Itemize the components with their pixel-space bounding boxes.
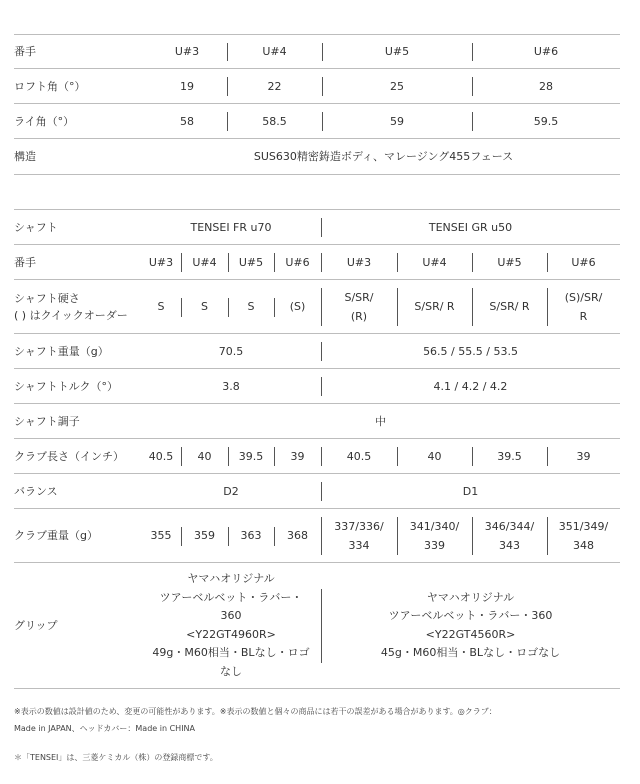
cell-flex [321, 280, 397, 334]
column-divider [472, 43, 473, 61]
column-divider [547, 288, 548, 326]
grip-line: なし [220, 664, 242, 678]
club-weight-line: 337/336/ [334, 519, 384, 533]
cell-number: U#3 [148, 255, 174, 269]
club-weight-line: 341/340/ [409, 519, 460, 533]
column-divider [472, 77, 473, 96]
club-weight-line: 339 [424, 539, 445, 552]
cell-club-weight [397, 509, 472, 563]
cell-number: U#4 [192, 255, 217, 269]
shaft-row-number [14, 244, 620, 280]
shaft-row-weight [14, 333, 620, 369]
shaft-row-club-weight [14, 508, 620, 563]
cell-flex [472, 280, 547, 334]
grip-line: ツアーベルベット・ラバー・ [159, 590, 303, 604]
cell-length: 39 [290, 449, 305, 463]
flex-line: (S) [289, 300, 306, 314]
column-divider [397, 517, 398, 555]
shaft-row-torque [14, 368, 620, 404]
column-divider [472, 517, 473, 555]
spec-row-number [14, 34, 620, 69]
grip-line: 49g・M60相当・BLなし・ロゴ [152, 646, 310, 659]
column-divider [472, 112, 473, 131]
cell-weight-fr: 70.5 [218, 344, 244, 358]
cell-flex [228, 280, 274, 334]
cell-length: 40 [427, 449, 442, 463]
cell-flex [397, 280, 472, 334]
cell-number: U#3 [174, 45, 200, 59]
cell-loft: 25 [390, 79, 404, 93]
spec-row-lie [14, 103, 620, 139]
column-divider [321, 482, 322, 501]
column-divider [181, 447, 182, 466]
club-weight-line: 343 [499, 539, 520, 552]
row-label: シャフト重量（g） [14, 344, 109, 358]
shaft-row-length [14, 438, 620, 474]
shaft-row-grip [14, 562, 620, 689]
column-divider [228, 298, 229, 317]
column-divider [547, 447, 548, 466]
column-divider [321, 447, 322, 466]
column-divider [274, 253, 275, 272]
shaft-row-balance [14, 473, 620, 509]
column-divider [321, 589, 322, 663]
cell-length: 39 [576, 449, 591, 463]
column-divider [181, 298, 182, 317]
column-divider [321, 288, 322, 326]
cell-torque-fr: 3.8 [222, 379, 240, 393]
row-label: グリップ [14, 618, 58, 632]
column-divider [227, 77, 228, 96]
column-divider [274, 447, 275, 466]
column-divider [472, 288, 473, 326]
cell-number: U#4 [422, 255, 447, 269]
row-label: ロフト角（°） [14, 79, 86, 93]
footnotes [14, 703, 620, 766]
row-label: ライ角（°） [14, 114, 75, 128]
column-divider [321, 517, 322, 555]
cell-number: U#3 [346, 255, 372, 269]
row-label: シャフト調子 [14, 414, 80, 428]
footnote-line: ＊「TENSEI」は、三菱ケミカル（株）の登録商標です。 [14, 753, 218, 762]
row-label: クラブ重量（g） [14, 529, 98, 543]
column-divider [472, 253, 473, 272]
row-label: クラブ長さ（インチ） [14, 449, 124, 463]
cell-loft: 19 [180, 79, 194, 93]
club-weight-line: 334 [348, 539, 370, 552]
cell-torque-gr: 4.1 / 4.2 / 4.2 [433, 379, 508, 393]
row-label: 番手 [14, 255, 36, 269]
flex-line: S/SR/ R [414, 300, 455, 314]
cell-flex [141, 280, 181, 334]
cell-lie: 58 [180, 114, 194, 128]
cell-lie: 58.5 [262, 114, 287, 128]
cell-shaft-fr: TENSEI FR u70 [190, 220, 272, 234]
column-divider [472, 447, 473, 466]
column-divider [274, 527, 275, 546]
cell-club-weight [141, 509, 181, 563]
cell-grip-gr [321, 563, 620, 688]
cell-length: 40.5 [346, 449, 372, 463]
cell-number: U#6 [571, 255, 596, 269]
cell-number: U#4 [262, 45, 287, 59]
cell-lie: 59.5 [533, 114, 559, 128]
cell-club-weight [228, 509, 274, 563]
grip-line: ヤマハオリジナル [187, 572, 275, 585]
column-divider [321, 377, 322, 396]
shaft-row-name [14, 209, 620, 245]
flex-line: S/SR/ [344, 290, 374, 304]
club-weight-line: 348 [573, 539, 594, 552]
column-divider [321, 253, 322, 272]
flex-line: S [201, 300, 208, 314]
spec-row-structure [14, 138, 620, 175]
grip-line: 45g・M60相当・BLなし・ロゴなし [380, 646, 561, 659]
row-label-line: シャフト硬さ [14, 291, 80, 305]
spec-row-loft [14, 68, 620, 104]
grip-line: <Y22GT4560R> [425, 627, 516, 641]
footnote-line: Made in JAPAN、ヘッドカバー：Made in CHINA [14, 724, 196, 733]
cell-number: U#5 [384, 45, 410, 59]
column-divider [321, 342, 322, 361]
club-weight-line: 355 [150, 529, 172, 543]
cell-weight-gr: 56.5 / 55.5 / 53.5 [423, 344, 518, 358]
cell-club-weight [274, 509, 321, 563]
column-divider [181, 527, 182, 546]
club-weight-line: 368 [287, 529, 308, 543]
cell-flex [181, 280, 228, 334]
cell-balance-gr: D1 [462, 484, 479, 498]
cell-lie: 59 [390, 114, 404, 128]
cell-club-weight [321, 509, 397, 563]
cell-length: 40 [197, 449, 212, 463]
column-divider [228, 527, 229, 546]
row-label-line: ( ) はクイックオーダー [14, 309, 128, 322]
column-divider [397, 253, 398, 272]
column-divider [228, 253, 229, 272]
cell-loft: 28 [539, 79, 553, 93]
shaft-row-flex [14, 279, 620, 334]
cell-balance-fr: D2 [223, 484, 239, 498]
cell-number: U#6 [285, 255, 310, 269]
grip-line: <Y22GT4960R> [186, 627, 276, 641]
cell-length: 39.5 [497, 449, 522, 463]
column-divider [228, 447, 229, 466]
cell-number: U#6 [533, 45, 559, 59]
flex-line: (R) [350, 310, 368, 323]
row-label: 構造 [14, 149, 36, 163]
cell-length: 40.5 [148, 449, 174, 463]
cell-grip-fr [141, 563, 321, 688]
column-divider [322, 43, 323, 61]
cell-number: U#5 [238, 255, 264, 269]
cell-flex [274, 280, 321, 334]
flex-line: (S)/SR/ [564, 290, 603, 304]
shaft-row-kick [14, 403, 620, 439]
row-label [14, 280, 144, 334]
column-divider [274, 298, 275, 317]
flex-line: R [579, 310, 588, 323]
row-label: バランス [14, 484, 58, 498]
flex-line: S [157, 300, 165, 314]
club-weight-line: 351/349/ [558, 519, 609, 533]
cell-structure: SUS630精密鋳造ボディ、マレージング455フェース [253, 149, 514, 163]
cell-number: U#5 [497, 255, 522, 269]
column-divider [397, 288, 398, 326]
cell-loft: 22 [267, 79, 282, 93]
column-divider [227, 112, 228, 131]
footnote-line: ※表示の数値は設計値のため、変更の可能性があります。※表示の数値と個々の商品には若干の誤差がある場合があります。◎クラブ： [14, 707, 497, 716]
row-label: シャフトトルク（°） [14, 379, 119, 393]
column-divider [547, 253, 548, 272]
column-divider [322, 77, 323, 96]
column-divider [321, 218, 322, 237]
row-label: 番手 [14, 45, 36, 59]
grip-line: ヤマハオリジナル [426, 590, 515, 604]
cell-club-weight [547, 509, 620, 563]
column-divider [397, 447, 398, 466]
row-label: シャフト [14, 220, 58, 234]
club-weight-line: 346/344/ [484, 519, 535, 533]
column-divider [181, 253, 182, 272]
column-divider [547, 517, 548, 555]
club-weight-line: 359 [194, 529, 215, 543]
club-weight-line: 363 [240, 529, 262, 543]
cell-kick: 中 [375, 414, 386, 428]
cell-club-weight [181, 509, 228, 563]
column-divider [322, 112, 323, 131]
grip-line: 360 [220, 609, 242, 622]
cell-club-weight [472, 509, 547, 563]
grip-line: ツアーベルベット・ラバー・360 [388, 609, 553, 622]
cell-flex [547, 280, 620, 334]
cell-shaft-gr: TENSEI GR u50 [428, 220, 513, 234]
flex-line: S/SR/ R [489, 300, 530, 314]
column-divider [227, 43, 228, 61]
cell-length: 39.5 [238, 449, 264, 463]
flex-line: S [247, 300, 255, 314]
